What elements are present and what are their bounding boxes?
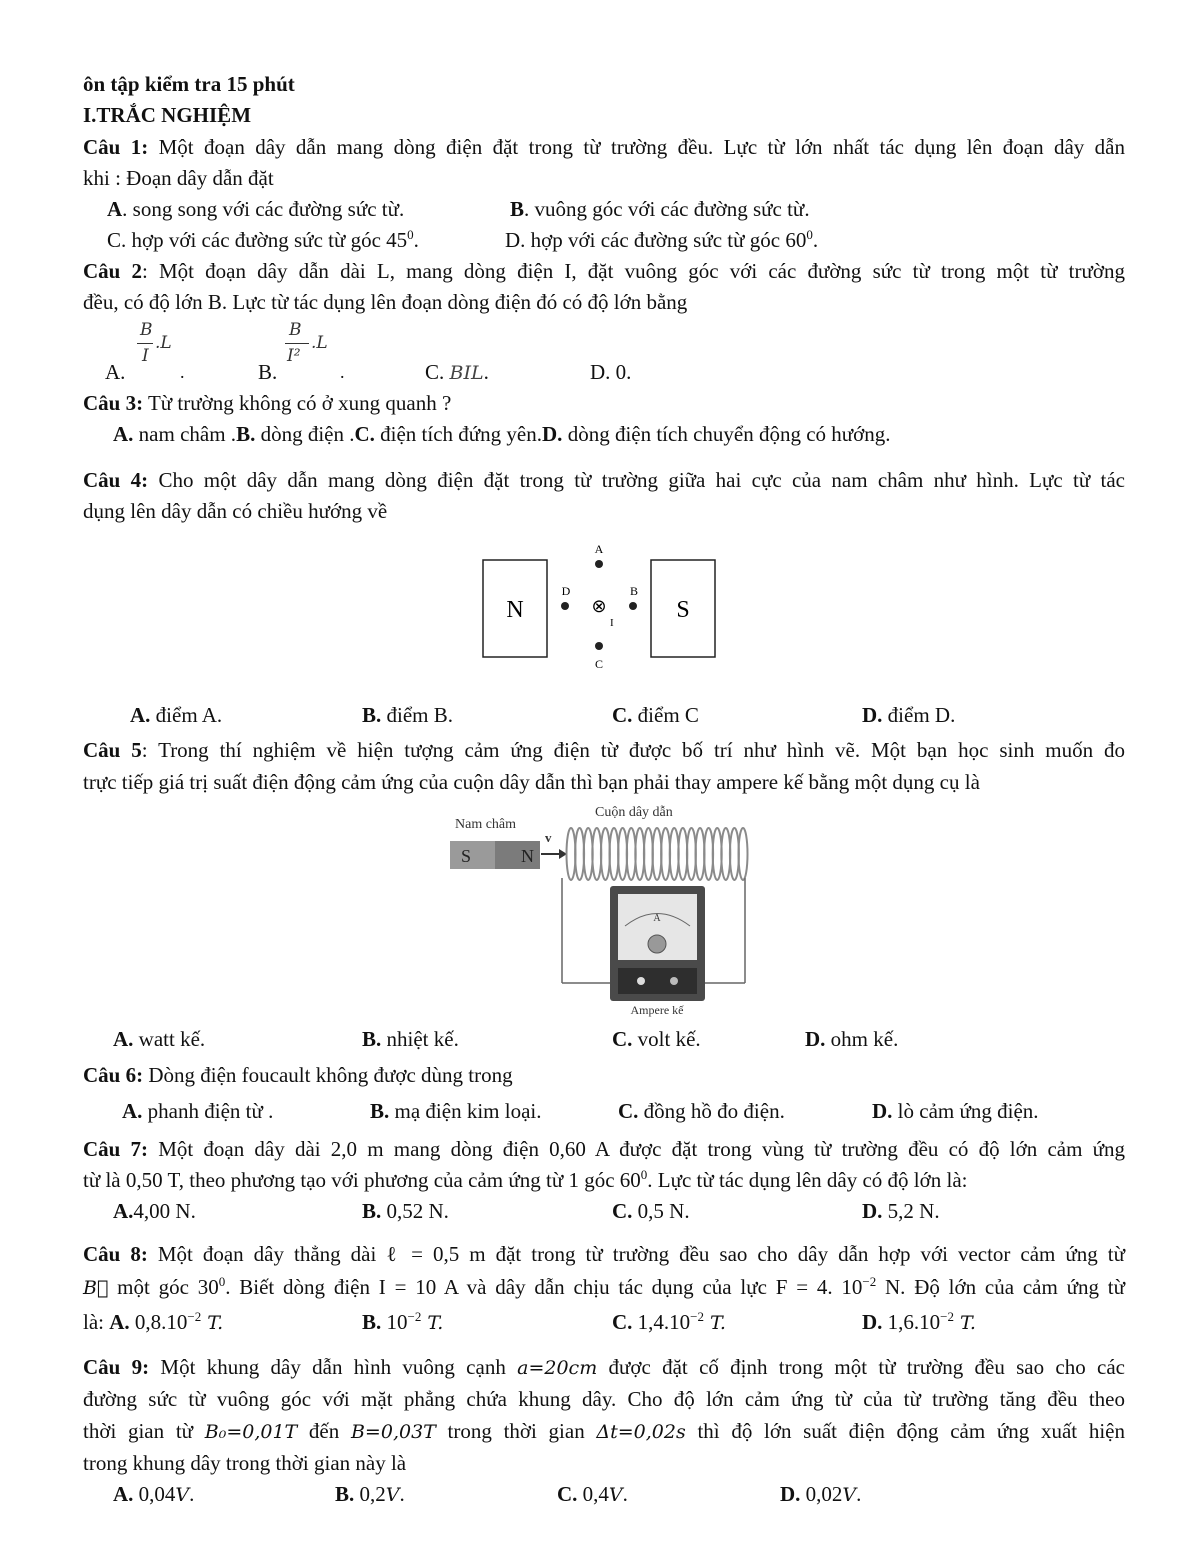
q5-option-d: D. ohm kế.: [805, 1027, 899, 1051]
question-4-text-cont: dụng lên dây dẫn có chiều hướng về: [83, 499, 388, 523]
terminal-icon: [637, 977, 645, 985]
point-a-label: A: [594, 542, 604, 556]
q5-option-b: B. nhiệt kế.: [362, 1027, 459, 1051]
q6-option-a: A. phanh điện từ .: [122, 1099, 274, 1123]
q7-option-a: A.4,00 N.: [113, 1199, 196, 1223]
q2-option-a-tail: .L: [155, 333, 172, 353]
question-6-text: Câu 6: Dòng điện foucault không được dùng trong: [83, 1063, 513, 1087]
section-heading: I.TRẮC NGHIỆM: [83, 103, 252, 127]
q8-option-c: C. $1,4.10^{-2}$ T.: [612, 1309, 726, 1334]
q9-option-b: B. 0,2V.: [335, 1482, 405, 1506]
q8-option-b: B. $10^{-2}$ T.: [362, 1309, 444, 1334]
terminal-icon: [670, 977, 678, 985]
question-2-text: Câu 2: Một đoạn dây dẫn dài L, mang dòng điện I, đặt vuông góc với các đường sức từ trong một từ trường: [83, 259, 1125, 283]
q9-option-d: D. 0,02V.: [780, 1482, 862, 1506]
velocity-label: v: [545, 830, 552, 845]
question-9-text-cont: trong khung dây trong thời gian này là: [83, 1451, 407, 1475]
magnet-field-diagram: [478, 538, 720, 673]
point-d-label: D: [561, 584, 571, 598]
question-5-text-cont: trực tiếp giá trị suất điện động cảm ứng của cuộn dây dẫn thì bạn phải thay ampere kế bằng một dụng cụ là: [83, 770, 980, 794]
vector-b-symbol: B⃗: [83, 1277, 109, 1299]
question-2-text-cont: đều, có độ lớn B. Lực từ tác dụng lên đoạn dòng điện đó có độ lớn bằng: [83, 290, 688, 314]
question-number: Câu 3:: [83, 391, 144, 415]
current-into-page-icon: ⊗: [591, 596, 607, 616]
ammeter-knob: [648, 935, 666, 953]
q9-option-c: C. 0,4V.: [557, 1482, 628, 1506]
q2-option-d: D. 0.: [590, 360, 632, 384]
magnet-n-label: N: [521, 846, 534, 866]
question-text: Một đoạn dây dẫn mang dòng điện đặt trong từ trường đều. Lực từ lớn nhất tác dụng lên đoạn dây dẫn: [158, 135, 1125, 159]
q7-option-d: D. 5,2 N.: [862, 1199, 940, 1223]
coil-label: Cuộn dây dẫn: [595, 805, 673, 820]
q4-option-b: B. điểm B.: [362, 703, 454, 727]
q4-option-d: D. điểm D.: [862, 703, 956, 727]
q2-option-a-denominator: I: [142, 346, 149, 366]
ammeter-label: Ampere kế: [630, 1003, 684, 1017]
question-5-text: Câu 5: Trong thí nghiệm về hiện tượng cảm ứng điện từ được bố trí như hình vẽ. Một bạn học sinh muốn đo: [83, 738, 1125, 762]
q9-option-a: A. 0,04V.: [113, 1482, 195, 1506]
induction-experiment-diagram: [445, 796, 760, 1018]
point-d: [561, 602, 569, 610]
question-8-text: Câu 8: Một đoạn dây thẳng dài ℓ = 0,5 m đặt trong từ trường đều sao cho dây dẫn hợp với vector cảm ứng từ: [83, 1242, 1125, 1266]
q2-option-b-label: B.: [258, 360, 278, 384]
q7-option-c: C. 0,5 N.: [612, 1199, 690, 1223]
q5-option-a: A. watt kế.: [113, 1027, 206, 1051]
question-number: Câu 2: [83, 259, 142, 283]
ammeter-terminals-panel: [618, 968, 697, 994]
question-number: Câu 5: [83, 738, 142, 762]
question-8-text-cont: B⃗ một góc $30^0$. Biết dòng điện I = 10 A và dây dẫn chịu tác dụng của lực F = 4. $10^{-2}$ N. Độ lớn của cảm ứng từ: [83, 1274, 1125, 1299]
south-pole-label: S: [676, 597, 690, 623]
question-number: Câu 9:: [83, 1355, 150, 1379]
point-c: [595, 642, 603, 650]
q7-option-b: B. 0,52 N.: [362, 1199, 449, 1223]
question-number: Câu 6:: [83, 1063, 144, 1087]
q2-option-b-denominator: I²: [287, 346, 301, 366]
question-3-text: Câu 3: Từ trường không có ở xung quanh ?: [83, 391, 452, 415]
question-number: Câu 8:: [83, 1242, 148, 1266]
q1-option-a: A. song song với các đường sức từ.: [107, 197, 405, 221]
question-number: Câu 1:: [83, 135, 149, 159]
question-1-text: [83, 133, 1125, 161]
point-b: [629, 602, 637, 610]
q2-option-a-label: A.: [105, 360, 126, 384]
q2-option-a-end: .: [180, 362, 185, 382]
q2-option-a-numerator: B: [140, 320, 153, 340]
q6-option-b: B. mạ điện kim loại.: [370, 1099, 542, 1123]
north-pole-label: N: [506, 597, 524, 623]
q8-option-a: là: A. $0,8.10^{-2}$ T.: [83, 1309, 224, 1334]
point-b-label: B: [629, 584, 639, 598]
q3-options: A. nam châm .B. dòng điện .C. điện tích đứng yên.D. dòng điện tích chuyển động có hướng.: [113, 422, 891, 446]
point-c-label: C: [594, 657, 604, 671]
q1-option-d: D. hợp với các đường sức từ góc $60^0$.: [505, 227, 819, 252]
question-7-text-cont: từ là 0,50 T, theo phương tạo với phương của cảm ứng từ 1 góc $60^0$. Lực từ tác dụng lên dây có độ lớn là:: [83, 1167, 968, 1192]
q8-option-d: D. $1,6.10^{-2}$ T.: [862, 1309, 976, 1334]
q2-option-c: C. BIL.: [425, 360, 489, 384]
q2-option-b-tail: .L: [311, 333, 328, 353]
page-title: ôn tập kiểm tra 15 phút: [83, 72, 295, 96]
current-label: I: [610, 617, 614, 629]
q1-option-c: C. hợp với các đường sức từ góc $45^0$.: [107, 227, 419, 252]
q1-option-b: B. vuông góc với các đường sức từ.: [510, 197, 810, 221]
question-9-text: Câu 9: Một khung dây dẫn hình vuông cạnh a=20cm được đặt cố định trong một từ trường đều sao cho các: [83, 1355, 1125, 1379]
q6-option-c: C. đồng hồ đo điện.: [618, 1099, 785, 1123]
q2-option-b-end: .: [340, 362, 345, 382]
q6-option-d: D. lò cảm ứng điện.: [872, 1099, 1039, 1123]
question-9-text-cont: thời gian từ B₀=0,01T đến B=0,03T trong thời gian Δt=0,02s thì độ lớn suất điện động cảm ứng xuất hiện: [83, 1419, 1125, 1443]
point-a: [595, 560, 603, 568]
question-9-text-cont: đường sức từ vuông góc với mặt phẳng chứa khung dây. Cho độ lớn cảm ứng từ của từ trường tăng đều theo: [83, 1387, 1125, 1411]
q5-option-c: C. volt kế.: [612, 1027, 701, 1051]
ammeter-letter: A: [653, 913, 661, 924]
q2-option-b-numerator: B: [289, 320, 302, 340]
magnet-label: Nam châm: [455, 817, 517, 832]
q4-option-c: C. điểm C: [612, 703, 699, 727]
fraction-bar: [137, 343, 153, 344]
q4-option-a: A. điểm A.: [130, 703, 223, 727]
coil: [567, 828, 748, 880]
question-number: Câu 7:: [83, 1137, 149, 1161]
question-number: Câu 4:: [83, 468, 149, 492]
magnet-south-end: [450, 841, 495, 869]
magnet-s-label: S: [461, 846, 472, 866]
question-1-text-cont: khi : Đoạn dây dẫn đặt: [83, 166, 274, 190]
question-7-text: Câu 7: Một đoạn dây dài 2,0 m mang dòng điện 0,60 A được đặt trong vùng từ trường đều có độ lớn cảm ứng: [83, 1137, 1125, 1161]
fraction-bar: [285, 343, 309, 344]
question-4-text: Câu 4: Cho một dây dẫn mang dòng điện đặt trong từ trường giữa hai cực của nam châm như hình. Lực từ tác: [83, 468, 1125, 492]
